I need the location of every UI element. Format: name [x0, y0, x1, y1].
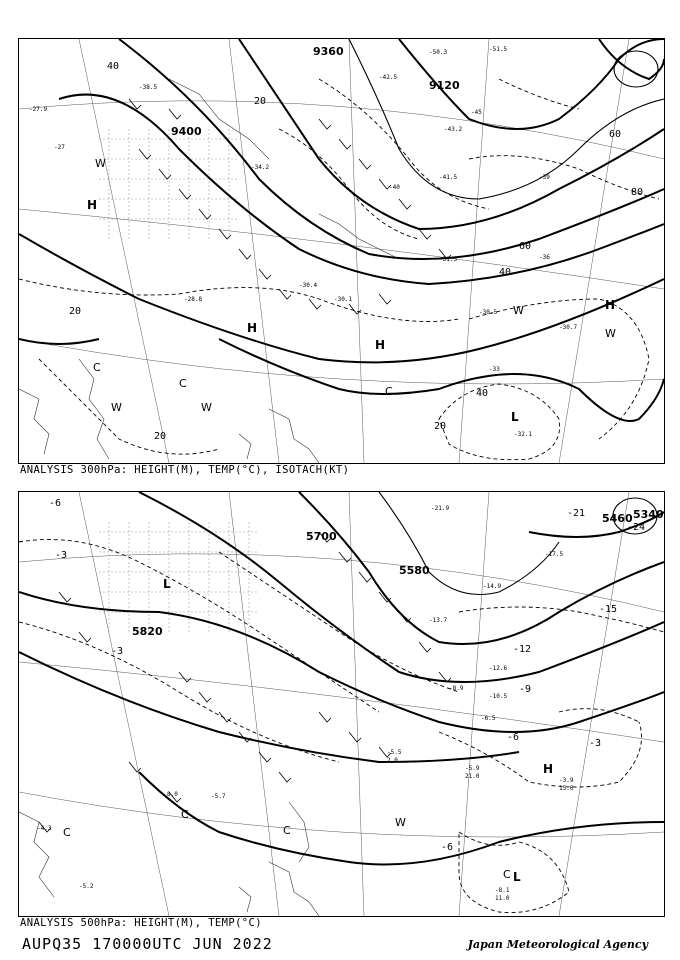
station-value: -14.9: [483, 583, 502, 590]
temp-label: -30.1: [334, 296, 353, 303]
cold-symbol: C: [385, 385, 393, 398]
map-300hpa-canvas: [19, 39, 664, 463]
height-label-9360: 9360: [313, 45, 344, 58]
height-label-5460: 5460: [602, 512, 633, 525]
temp-label: -50.3: [429, 49, 448, 56]
temp-contour-label: -6: [507, 732, 520, 743]
temp-label: -34.2: [251, 164, 270, 171]
isotach-label: 20: [254, 96, 267, 107]
temp-label: -28.8: [184, 296, 203, 303]
temp-label: -41.5: [439, 174, 458, 181]
warm-symbol: W: [395, 816, 406, 829]
station-value: 2.0: [387, 757, 398, 764]
temp-contour-label: -3: [111, 646, 124, 657]
station-value: 21.0: [465, 773, 480, 780]
isotach-label: 20: [154, 431, 167, 442]
temp-contour-label: -3: [589, 738, 602, 749]
cold-symbol: C: [63, 826, 71, 839]
warm-symbol: W: [513, 304, 524, 317]
wind-barbs: [39, 532, 451, 832]
isotach-label: 60: [519, 241, 532, 252]
temp-label: -30.7: [559, 324, 578, 331]
height-label-9400: 9400: [171, 125, 202, 138]
graticule: [19, 39, 664, 463]
cold-symbol: C: [181, 808, 189, 821]
temp-label: -36: [539, 254, 550, 261]
high-pressure-symbol: H: [543, 762, 554, 776]
low-pressure-symbol: L: [513, 870, 521, 884]
station-value: -6.5: [481, 715, 496, 722]
low-pressure-symbol: L: [511, 410, 519, 424]
chart-identifier: AUPQ35 170000UTC JUN 2022: [22, 935, 273, 953]
station-value: 8.0: [167, 791, 178, 798]
temp-label: -51.5: [489, 46, 508, 53]
temp-label: -39: [539, 174, 550, 181]
temp-label: -32.1: [514, 431, 533, 438]
temp-contour-label: -21: [567, 508, 586, 519]
coastline: [19, 802, 319, 916]
temp-contour-label: -6: [49, 498, 62, 509]
height-label-5580: 5580: [399, 564, 430, 577]
temp-label: -42.5: [379, 74, 398, 81]
station-value: 11.0: [495, 895, 510, 902]
temp-label: -40: [389, 184, 400, 191]
high-pressure-symbol: H: [375, 338, 386, 352]
panel-caption-500hpa: ANALYSIS 500hPa: HEIGHT(M), TEMP(°C): [20, 917, 262, 929]
temp-label: -27.9: [29, 106, 48, 113]
isotach-label: 80: [631, 187, 644, 198]
warm-symbol: W: [201, 401, 212, 414]
temp-label: -30.4: [299, 282, 318, 289]
isotach-label: 60: [609, 129, 622, 140]
station-value: -5.9: [465, 765, 480, 772]
map-panel-500hpa: [18, 491, 665, 917]
height-contours: [19, 492, 664, 865]
temp-label: -33: [489, 366, 500, 373]
station-value: -21.9: [431, 505, 450, 512]
isotach-label: 20: [434, 421, 447, 432]
station-value: -4.3: [37, 825, 52, 832]
temp-label: -30.5: [479, 309, 498, 316]
high-pressure-symbol: H: [247, 321, 258, 335]
warm-symbol: W: [605, 327, 616, 340]
station-value: -5.5: [387, 749, 402, 756]
map-panel-300hpa: [18, 38, 665, 464]
agency-name: Japan Meteorological Agency: [467, 938, 648, 951]
station-value: -12.6: [489, 665, 508, 672]
station-value: -17.5: [545, 551, 564, 558]
temp-contour-label: -12: [513, 644, 532, 655]
temp-label: -43.2: [444, 126, 463, 133]
isotach-label: 40: [107, 61, 120, 72]
height-contours: [19, 39, 664, 421]
station-value: 15.0: [559, 785, 574, 792]
cold-symbol: C: [93, 361, 101, 374]
station-value: -10.5: [489, 693, 508, 700]
cold-symbol: C: [283, 824, 291, 837]
warm-symbol: W: [111, 401, 122, 414]
temp-label: -38.5: [139, 84, 158, 91]
station-value: -8.1: [495, 887, 510, 894]
station-value: -13.7: [429, 617, 448, 624]
temp-label: -31.3: [439, 256, 458, 263]
hatched-zone: [99, 129, 239, 239]
cold-symbol: C: [503, 868, 511, 881]
station-value: -8.9: [449, 685, 464, 692]
station-value: -5.2: [79, 883, 94, 890]
high-pressure-symbol: H: [605, 298, 616, 312]
height-label-5820: 5820: [132, 625, 163, 638]
temp-label: -27: [54, 144, 65, 151]
height-label-5340: 5340: [633, 508, 664, 521]
high-pressure-symbol: H: [87, 198, 98, 212]
warm-symbol: W: [95, 157, 106, 170]
isotach-label: 40: [499, 267, 512, 278]
temp-label: -45: [471, 109, 482, 116]
temp-contour-label: -9: [519, 684, 532, 695]
height-label-9120: 9120: [429, 79, 460, 92]
low-pressure-symbol: L: [163, 577, 171, 591]
isotach-label: 40: [476, 388, 489, 399]
temp-contour-label: -24: [627, 522, 646, 533]
cold-symbol: C: [179, 377, 187, 390]
panel-caption-300hpa: ANALYSIS 300hPa: HEIGHT(M), TEMP(°C), ISOTACH(KT): [20, 464, 350, 476]
temp-contour-label: -6: [441, 842, 454, 853]
station-value: -5.7: [211, 793, 226, 800]
height-label-5700: 5700: [306, 530, 337, 543]
isotach-label: 20: [69, 306, 82, 317]
temp-contour-label: -3: [55, 550, 68, 561]
station-value: -3.9: [559, 777, 574, 784]
map-500hpa-canvas: [19, 492, 664, 916]
temp-contour-label: -15: [599, 604, 618, 615]
